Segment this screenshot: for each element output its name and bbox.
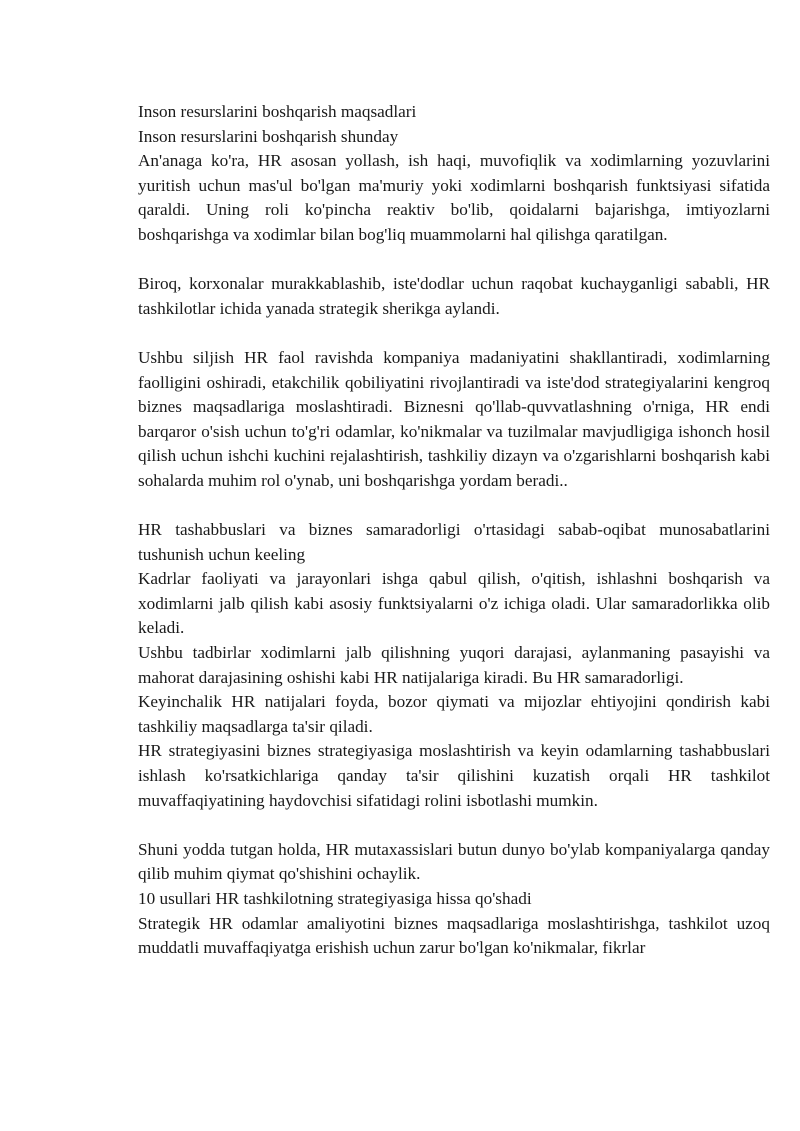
paragraph-alignment: HR strategiyasini biznes strategiyasiga moslashtirish va keyin odamlarning tashabbuslari ishlash ko'rsatkichlariga qanday ta'sir qilishini kuzatish orqali HR tashkilot muvaffaqiyatining haydovchisi sifatidagi rolini isbotlashi mumkin. (138, 741, 770, 810)
paragraph-gap (138, 248, 770, 273)
paragraph-strategic-hr: Strategik HR odamlar amaliyotini biznes maqsadlariga moslashtirishga, tashkilot uzoq muddatli muvaffaqiyatga erishish uchun zarur bo'lgan ko'nikmalar, fikrlar (138, 913, 770, 958)
paragraph-strategic-partner: Biroq, korxonalar murakkablashib, iste'dodlar uchun raqobat kuchayganligi sababli, HR tashkilotlar ichida yanada strategik sherikga aylandi. (138, 274, 770, 318)
paragraph-shift: Ushbu siljish HR faol ravishda kompaniya madaniyatini shakllantiradi, xodimlarning faolligini oshiradi, etakchilik qobiliyatini rivojlantiradi va iste'dod strategiyalarini kengroq biznes maqsadlariga moslashtiradi. Biznesni qo'llab-quvvatlashning o'rniga, HR endi barqaror o'sish uchun to'g'ri odamlar, ko'nikmalar va tuzilmalar mavjudligiga ishonch hosil qilish uchun ishchi kuchini rejalashtirish, tashkiliy dizayn va o'zgarishlarni boshqarish kabi sohalarda muhim rol o'ynab, uni boshqarishga yordam beradi.. (138, 347, 770, 490)
paragraph-org-goals: Keyinchalik HR natijalari foyda, bozor qiymati va mijozlar ehtiyojini qondirish kabi tashkiliy maqsadlarga ta'sir qiladi. (138, 692, 770, 736)
paragraph-gap (138, 321, 770, 346)
paragraph-causal-intro: HR tashabbuslari va biznes samaradorligi o'rtasidagi sabab-oqibat munosabatlarini tushunish uchun keeling (138, 520, 770, 564)
paragraph-gap (138, 813, 770, 838)
section-heading-ten-ways: 10 usullari HR tashkilotning strategiyasiga hissa qo'shadi (138, 889, 532, 908)
heading-line-2: Inson resurslarini boshqarish shunday (138, 126, 399, 146)
paragraph-value-intro: Shuni yodda tutgan holda, HR mutaxassislari butun dunyo bo'ylab kompaniyalarga qanday qilib muhim qiymat qo'shishini ochaylik. (138, 839, 770, 884)
document-page (138, 100, 770, 961)
paragraph-hr-outcomes: Ushbu tadbirlar xodimlarni jalb qilishning yuqori darajasi, aylanmaning pasayishi va mahorat darajasining oshishi kabi HR natijalariga kiradi. Bu HR samaradorligi. (138, 643, 770, 687)
paragraph-traditional-hr: An'anaga ko'ra, HR asosan yollash, ish haqi, muvofiqlik va xodimlarning yozuvlarini yuritish uchun mas'ul bo'lgan ma'muriy yoki xodimlarni boshqarish funktsiyasi sifatida qaraldi. Uning roli ko'pincha reaktiv bo'lib, qoidalarni bajarishga, imtiyozlarni boshqarishga va xodimlar bilan bog'liq muammolarni hal qilishga qaratilgan. (138, 151, 770, 244)
paragraph-gap (138, 494, 770, 519)
heading-line-1: Inson resurslarini boshqarish maqsadlari (138, 102, 417, 121)
paragraph-hr-activities: Kadrlar faoliyati va jarayonlari ishga qabul qilish, o'qitish, ishlashni boshqarish va xodimlarni jalb qilish kabi asosiy funktsiyalarni o'z ichiga oladi. Ular samaradorlikka olib keladi. (138, 569, 770, 638)
